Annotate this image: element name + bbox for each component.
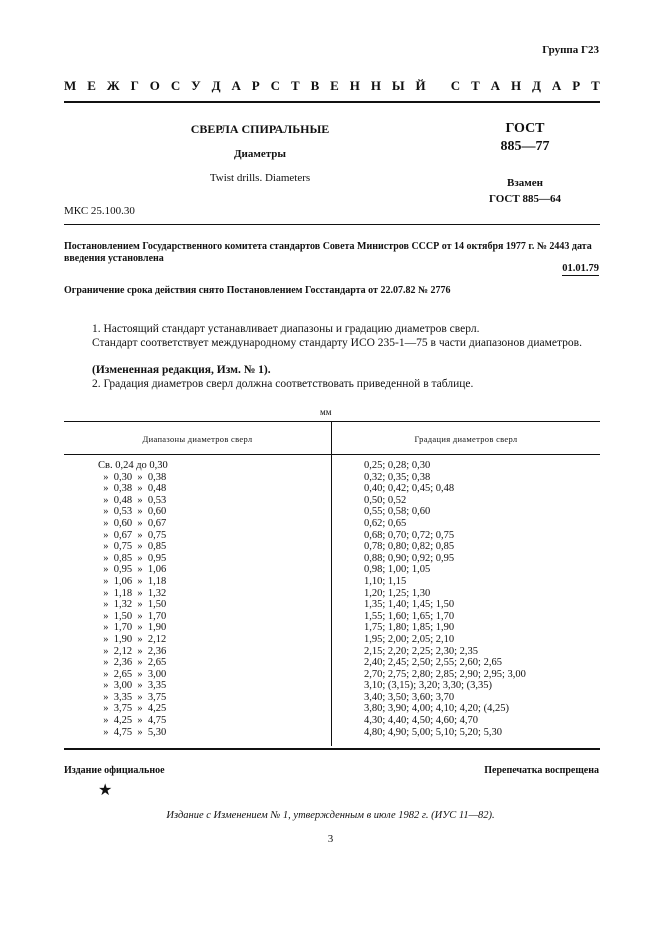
document-subtitle: Диаметры <box>233 148 287 160</box>
paragraph-2: Стандарт соответствует международному стандарту ИСО 235-1—75 в части диапазонов диаметров. <box>92 337 582 349</box>
interstate-letter: Д <box>532 78 541 93</box>
table-row-range: » 0,60 » 0,67 <box>98 517 167 529</box>
table-row-grades: 0,62; 0,65 <box>364 517 407 529</box>
table-row-range: » 2,36 » 2,65 <box>98 657 167 669</box>
edition-note: Издание с Изменением № 1, утвержденным в июле 1982 г. (ИУС 11—82). <box>166 810 495 821</box>
page-number: 3 <box>327 833 334 845</box>
interstate-letter: С <box>170 78 181 93</box>
table-row-range: » 0,48 » 0,53 <box>98 494 167 506</box>
limit-removed-text: Ограничение срока действия снято Постановлением Госстандарта от 22.07.82 № 2776 <box>64 285 451 296</box>
table-row-range: » 1,70 » 1,90 <box>98 622 167 634</box>
table-row-grades: 1,75; 1,80; 1,85; 1,90 <box>364 622 455 634</box>
table-row-grades: 0,98; 1,00; 1,05 <box>364 564 431 576</box>
interstate-letter: Й <box>415 78 426 93</box>
table-row-grades: 3,40; 3,50; 3,60; 3,70 <box>364 691 455 703</box>
table-unit: мм <box>320 407 332 417</box>
official-edition-label: Издание официальное <box>64 765 165 776</box>
table-row-grades: 2,15; 2,20; 2,25; 2,30; 2,35 <box>364 645 479 657</box>
table-row-range: » 1,06 » 1,18 <box>98 575 167 587</box>
star-icon: ★ <box>98 782 113 799</box>
table-row-range: » 0,75 » 0,85 <box>98 541 167 553</box>
table-row-grades: 2,40; 2,45; 2,50; 2,55; 2,60; 2,65 <box>364 657 502 669</box>
interstate-letter: А <box>490 78 501 93</box>
interstate-letter <box>437 78 440 94</box>
table-row-range: » 4,75 » 5,30 <box>98 726 167 738</box>
table-row-range: » 3,35 » 3,75 <box>98 691 167 703</box>
ranges-column <box>98 460 168 738</box>
interstate-letter: Е <box>87 78 96 93</box>
interstate-letter: Ы <box>391 78 405 93</box>
table-row-grades: 0,40; 0,42; 0,45; 0,48 <box>364 483 455 495</box>
interstate-letter: О <box>149 78 160 93</box>
interstate-letter: Н <box>510 78 522 93</box>
interstate-letter: Т <box>471 78 480 93</box>
grades-column <box>364 460 526 738</box>
table-row-grades: 4,80; 4,90; 5,00; 5,10; 5,20; 5,30 <box>364 726 502 738</box>
interstate-letter: Р <box>251 78 260 93</box>
mks-code: МКС 25.100.30 <box>64 205 135 217</box>
interstate-letter: У <box>191 78 201 93</box>
interstate-standard-heading <box>64 78 600 94</box>
paragraph-3: 2. Градация диаметров сверл должна соответствовать приведенной в таблице. <box>92 378 474 390</box>
table-bottom-rule <box>64 748 600 750</box>
interstate-letter: Р <box>572 78 581 93</box>
gost-code: 885—77 <box>500 139 550 154</box>
amendment-note: (Измененная редакция, Изм. № 1). <box>92 364 271 376</box>
table-row-grades: 0,50; 0,52 <box>364 494 407 506</box>
table-header-rule <box>64 454 600 455</box>
interstate-letter: А <box>231 78 241 93</box>
replaces-block <box>470 175 580 207</box>
interstate-letter: Г <box>130 78 139 93</box>
interstate-letter: А <box>551 78 562 93</box>
table-row-grades: 1,10; 1,15 <box>364 575 407 587</box>
table-row-range: » 2,65 » 3,00 <box>98 668 167 680</box>
table-row-range: » 3,75 » 4,25 <box>98 703 167 715</box>
gost-label: ГОСТ <box>505 121 545 136</box>
table-row-range: » 0,85 » 0,95 <box>98 552 167 564</box>
paragraph-1: 1. Настоящий стандарт устанавливает диапазоны и градацию диаметров сверл. <box>92 323 480 335</box>
table-row-range: » 0,53 » 0,60 <box>98 506 167 518</box>
replaces-label: Взамен <box>507 177 543 189</box>
title-rule <box>64 224 600 225</box>
english-title: Twist drills. Diameters <box>209 172 311 184</box>
table-row-range: » 1,32 » 1,50 <box>98 599 167 611</box>
interstate-letter: М <box>64 78 77 93</box>
group-code: Группа Г23 <box>542 44 599 56</box>
table-row-range: » 1,90 » 2,12 <box>98 633 167 645</box>
table-row-range: Св. 0,24 до 0,30 <box>98 460 168 471</box>
table-row-range: » 2,12 » 2,36 <box>98 645 167 657</box>
table-top-rule <box>64 421 600 422</box>
table-row-range: » 0,67 » 0,75 <box>98 529 167 541</box>
interstate-letter: Т <box>290 78 300 93</box>
header-rule <box>64 101 600 103</box>
table-row-range: » 4,25 » 4,75 <box>98 715 167 727</box>
table-row-range: » 1,18 » 1,32 <box>98 587 167 599</box>
table-row-grades: 0,55; 0,58; 0,60 <box>364 506 431 518</box>
interstate-letter: Ж <box>106 78 120 93</box>
table-row-grades: 1,95; 2,00; 2,05; 2,10 <box>364 633 455 645</box>
table-row-grades: 0,68; 0,70; 0,72; 0,75 <box>364 529 455 541</box>
table-row-grades: 1,20; 1,25; 1,30 <box>364 587 431 599</box>
interstate-letter: Е <box>330 78 339 93</box>
interstate-letter: Н <box>349 78 360 93</box>
header-grades: Градация диаметров сверл <box>414 434 518 444</box>
table-row-grades: 0,25; 0,28; 0,30 <box>364 460 431 471</box>
table-row-grades: 0,32; 0,35; 0,38 <box>364 471 431 483</box>
table-row-grades: 3,80; 3,90; 4,00; 4,10; 4,20; (4,25) <box>364 703 509 715</box>
document-title: СВЕРЛА СПИРАЛЬНЫЕ <box>190 122 330 136</box>
table-row-range: » 1,50 » 1,70 <box>98 610 167 622</box>
table-row-range: » 0,30 » 0,38 <box>98 471 167 483</box>
table-row-grades: 0,78; 0,80; 0,82; 0,85 <box>364 541 455 553</box>
table-column-divider <box>331 454 332 746</box>
gost-number <box>480 120 570 156</box>
reprint-prohibited-label: Перепечатка воспрещена <box>484 765 599 776</box>
replaces-code: ГОСТ 885—64 <box>489 193 561 205</box>
introduction-date: 01.01.79 <box>562 263 599 274</box>
interstate-letter: С <box>450 78 461 93</box>
table-row-grades: 4,30; 4,40; 4,50; 4,60; 4,70 <box>364 715 479 727</box>
interstate-letter: С <box>270 78 281 93</box>
table-row-grades: 1,55; 1,60; 1,65; 1,70 <box>364 610 455 622</box>
interstate-letter: В <box>310 78 320 93</box>
decree-text: Постановлением Государственного комитета стандартов Совета Министров СССР от 14 октября 1977 г. № 2443 дата введения установлена <box>64 241 592 264</box>
table-row-grades: 2,70; 2,75; 2,80; 2,85; 2,90; 2,95; 3,00 <box>364 668 526 680</box>
table-row-range: » 3,00 » 3,35 <box>98 680 167 692</box>
table-row-grades: 3,10; (3,15); 3,20; 3,30; (3,35) <box>364 680 493 692</box>
table-row-grades: 0,88; 0,90; 0,92; 0,95 <box>364 552 455 564</box>
table-row-range: » 0,95 » 1,06 <box>98 564 167 576</box>
interstate-letter: Т <box>591 78 600 93</box>
interstate-letter: Д <box>211 78 221 93</box>
table-row-range: » 0,38 » 0,48 <box>98 483 167 495</box>
table-row-grades: 1,35; 1,40; 1,45; 1,50 <box>364 599 455 611</box>
header-ranges: Диапазоны диаметров сверл <box>142 434 253 444</box>
interstate-letter: Н <box>370 78 381 93</box>
